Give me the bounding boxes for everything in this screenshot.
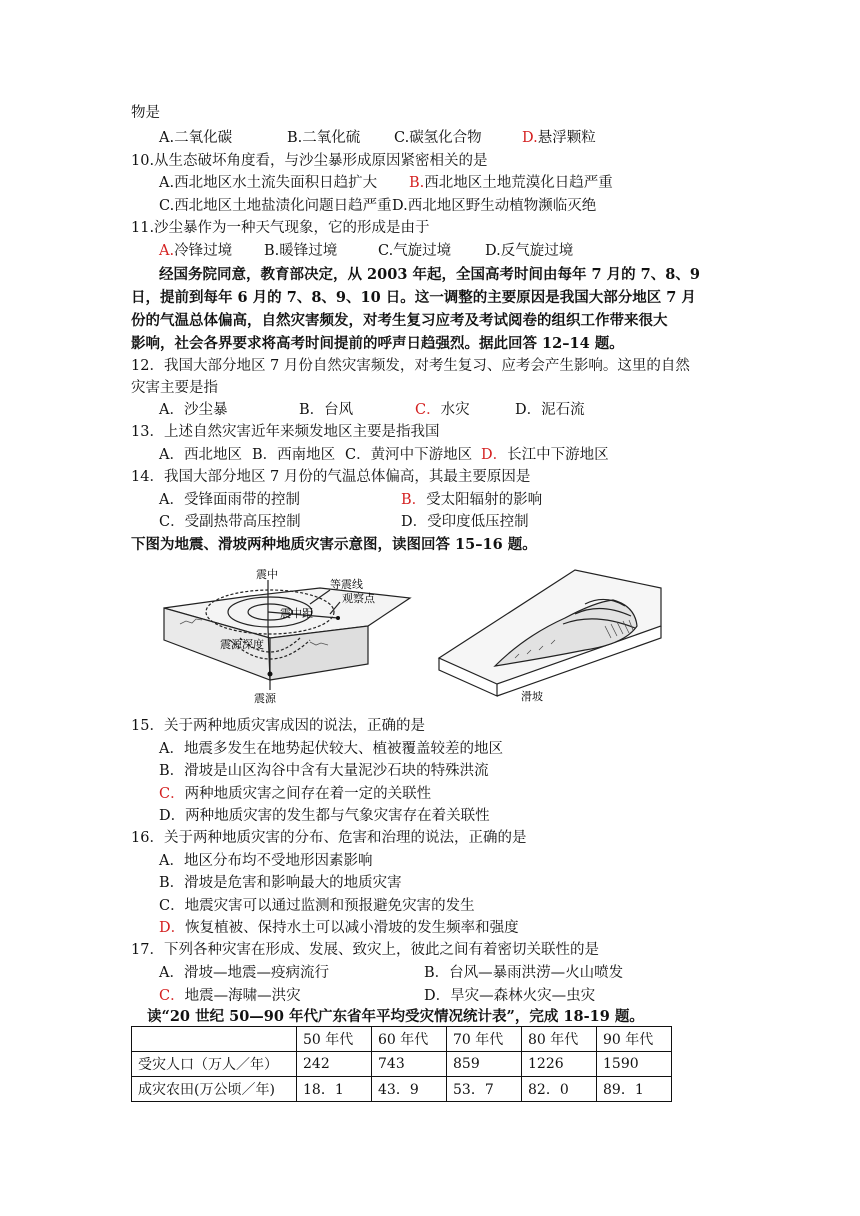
q17-option-d: D．旱灾—森林火灾—虫灾 bbox=[424, 988, 596, 1004]
q15-option-c: C．两种地质灾害之间存在着一定的关联性 bbox=[159, 786, 432, 802]
q11-option-c: C.气旋过境 bbox=[378, 243, 452, 259]
q13-option-c: C．黄河中下游地区 bbox=[345, 447, 473, 463]
q9-option-d: D.悬浮颗粒 bbox=[522, 130, 596, 146]
q9-stem-tail: 物是 bbox=[131, 105, 160, 121]
table-cell: 242 bbox=[297, 1052, 372, 1077]
q12-option-b: B．台风 bbox=[299, 402, 354, 418]
passage-line-4: 影响，社会各界要求将高考时间提前的呼声日趋强烈。据此回答 12–14 题。 bbox=[131, 335, 624, 352]
table-cell: 89．1 bbox=[597, 1077, 672, 1102]
disaster-stats-table bbox=[131, 1026, 672, 1102]
label-epicenter: 震中 bbox=[256, 568, 278, 581]
label-focal-depth: 震源深度 bbox=[220, 638, 264, 651]
table-cell: 82．0 bbox=[522, 1077, 597, 1102]
q10-option-b: B.西北地区土地荒漠化日趋严重 bbox=[409, 175, 613, 191]
q11-options bbox=[159, 241, 573, 261]
table-cell: 1226 bbox=[522, 1052, 597, 1077]
q11-option-b: B.暖锋过境 bbox=[264, 243, 338, 259]
q16-option-a: A．地区分布均不受地形因素影响 bbox=[159, 853, 373, 869]
q11-stem: 11.沙尘暴作为一种天气现象，它的形成是由于 bbox=[131, 220, 430, 236]
q16-option-d: D．恢复植被、保持水土可以减小滑坡的发生频率和强度 bbox=[159, 920, 519, 936]
q14-option-d: D．受印度低压控制 bbox=[401, 514, 529, 530]
table-row bbox=[132, 1077, 672, 1102]
q10-option-d: D.西北地区野生动植物濒临灭绝 bbox=[392, 198, 597, 214]
figure-intro: 下图为地震、滑坡两种地质灾害示意图，读图回答 15–16 题。 bbox=[131, 536, 537, 553]
q14-option-b: B．受太阳辐射的影响 bbox=[401, 492, 543, 508]
q17-option-a: A．滑坡—地震—疫病流行 bbox=[159, 965, 329, 981]
table-header-cell: 50 年代 bbox=[297, 1027, 372, 1052]
q17-options-row1 bbox=[159, 963, 623, 983]
table-cell: 53．7 bbox=[447, 1077, 522, 1102]
q15-stem: 15．关于两种地质灾害成因的说法，正确的是 bbox=[131, 718, 425, 734]
passage-line-3: 份的气温总体偏高，自然灾害频发，对考生复习应考及考试阅卷的组织工作带来很大 bbox=[131, 312, 668, 329]
q13-stem: 13．上述自然灾害近年来频发地区主要是指我国 bbox=[131, 424, 440, 440]
q9-option-a: A.二氧化碳 bbox=[159, 130, 233, 146]
q15-option-d: D．两种地质灾害的发生都与气象灾害存在着关联性 bbox=[159, 808, 490, 824]
table-row bbox=[132, 1052, 672, 1077]
q16-option-c: C．地震灾害可以通过监测和预报避免灾害的发生 bbox=[159, 898, 475, 914]
q10-options-row2 bbox=[159, 196, 596, 216]
label-isoseismal: 等震线 bbox=[330, 578, 363, 591]
q9-option-b: B.二氧化硫 bbox=[287, 130, 361, 146]
q12-option-a: A．沙尘暴 bbox=[159, 402, 228, 418]
landslide-diagram bbox=[435, 566, 670, 706]
q17-option-b: B．台风—暴雨洪涝—火山喷发 bbox=[424, 965, 624, 981]
q10-option-c: C.西北地区土地盐渍化问题日趋严重 bbox=[159, 198, 392, 214]
q12-stem-line-1: 12．我国大部分地区 7 月份自然灾害频发，对考生复习、应考会产生影响。这里的自然 bbox=[131, 358, 690, 374]
label-epicentral-distance: 震中距 bbox=[280, 607, 313, 620]
q17-stem: 17．下列各种灾害在形成、发展、致灾上，彼此之间有着密切关联性的是 bbox=[131, 942, 599, 958]
table-cell: 859 bbox=[447, 1052, 522, 1077]
q14-option-c: C．受副热带高压控制 bbox=[159, 514, 301, 530]
q11-option-a: A.冷锋过境 bbox=[159, 243, 233, 259]
q11-option-d: D.反气旋过境 bbox=[485, 243, 574, 259]
table-header-cell: 70 年代 bbox=[447, 1027, 522, 1052]
table-cell: 18．1 bbox=[297, 1077, 372, 1102]
table-intro: 读“20 世纪 50—90 年代广东省年平均受灾情况统计表”，完成 18-19 题。 bbox=[147, 1008, 644, 1025]
table-cell: 受灾人口（万人／年） bbox=[132, 1052, 297, 1077]
table-header-cell: 80 年代 bbox=[522, 1027, 597, 1052]
label-focus: 震源 bbox=[254, 692, 276, 705]
passage-line-1: 经国务院同意，教育部决定，从 2003 年起，全国高考时间由每年 7 月的 7、8、9 bbox=[159, 266, 700, 283]
q16-stem: 16．关于两种地质灾害的分布、危害和治理的说法，正确的是 bbox=[131, 830, 527, 846]
passage-line-2: 日，提前到每年 6 月的 7、8、9、10 日。这一调整的主要原因是我国大部分地区 7 月 bbox=[131, 289, 696, 306]
earthquake-diagram bbox=[160, 568, 420, 718]
table-header-row bbox=[132, 1027, 672, 1052]
q13-option-b: B．西南地区 bbox=[252, 447, 336, 463]
q14-stem: 14．我国大部分地区 7 月份的气温总体偏高，其最主要原因是 bbox=[131, 469, 531, 485]
q14-options-row2 bbox=[159, 512, 529, 532]
q10-options-row1 bbox=[159, 173, 613, 193]
table-cell: 43．9 bbox=[372, 1077, 447, 1102]
table-cell: 成灾农田(万公顷／年) bbox=[132, 1077, 297, 1102]
q12-option-c: C．水灾 bbox=[415, 402, 470, 418]
q12-option-d: D．泥石流 bbox=[515, 402, 585, 418]
q15-option-b: B．滑坡是山区沟谷中含有大量泥沙石块的特殊洪流 bbox=[159, 763, 489, 779]
q13-option-d: D．长江中下游地区 bbox=[481, 447, 609, 463]
q12-options bbox=[159, 400, 585, 420]
label-landslide: 滑坡 bbox=[521, 690, 543, 703]
table-header-cell: 60 年代 bbox=[372, 1027, 447, 1052]
table-cell: 743 bbox=[372, 1052, 447, 1077]
q10-option-a: A.西北地区水土流失面积日趋扩大 bbox=[159, 175, 378, 191]
table-cell: 1590 bbox=[597, 1052, 672, 1077]
q16-option-b: B．滑坡是危害和影响最大的地质灾害 bbox=[159, 875, 402, 891]
q14-options-row1 bbox=[159, 490, 542, 510]
q15-option-a: A．地震多发生在地势起伏较大、植被覆盖较差的地区 bbox=[159, 741, 503, 757]
q12-stem-line-2: 灾害主要是指 bbox=[131, 380, 218, 396]
label-observation-point: 观察点 bbox=[342, 592, 375, 605]
q17-options-row2 bbox=[159, 986, 595, 1006]
table-header-cell bbox=[132, 1027, 297, 1052]
q13-option-a: A．西北地区 bbox=[159, 447, 242, 463]
q14-option-a: A．受锋面雨带的控制 bbox=[159, 492, 300, 508]
q10-stem: 10.从生态破坏角度看，与沙尘暴形成原因紧密相关的是 bbox=[131, 153, 488, 169]
q9-option-c: C.碳氢化合物 bbox=[394, 130, 482, 146]
q17-option-c: C．地震—海啸—洪灾 bbox=[159, 988, 301, 1004]
table-header-cell: 90 年代 bbox=[597, 1027, 672, 1052]
q9-options bbox=[159, 128, 596, 148]
q13-options bbox=[159, 445, 609, 465]
